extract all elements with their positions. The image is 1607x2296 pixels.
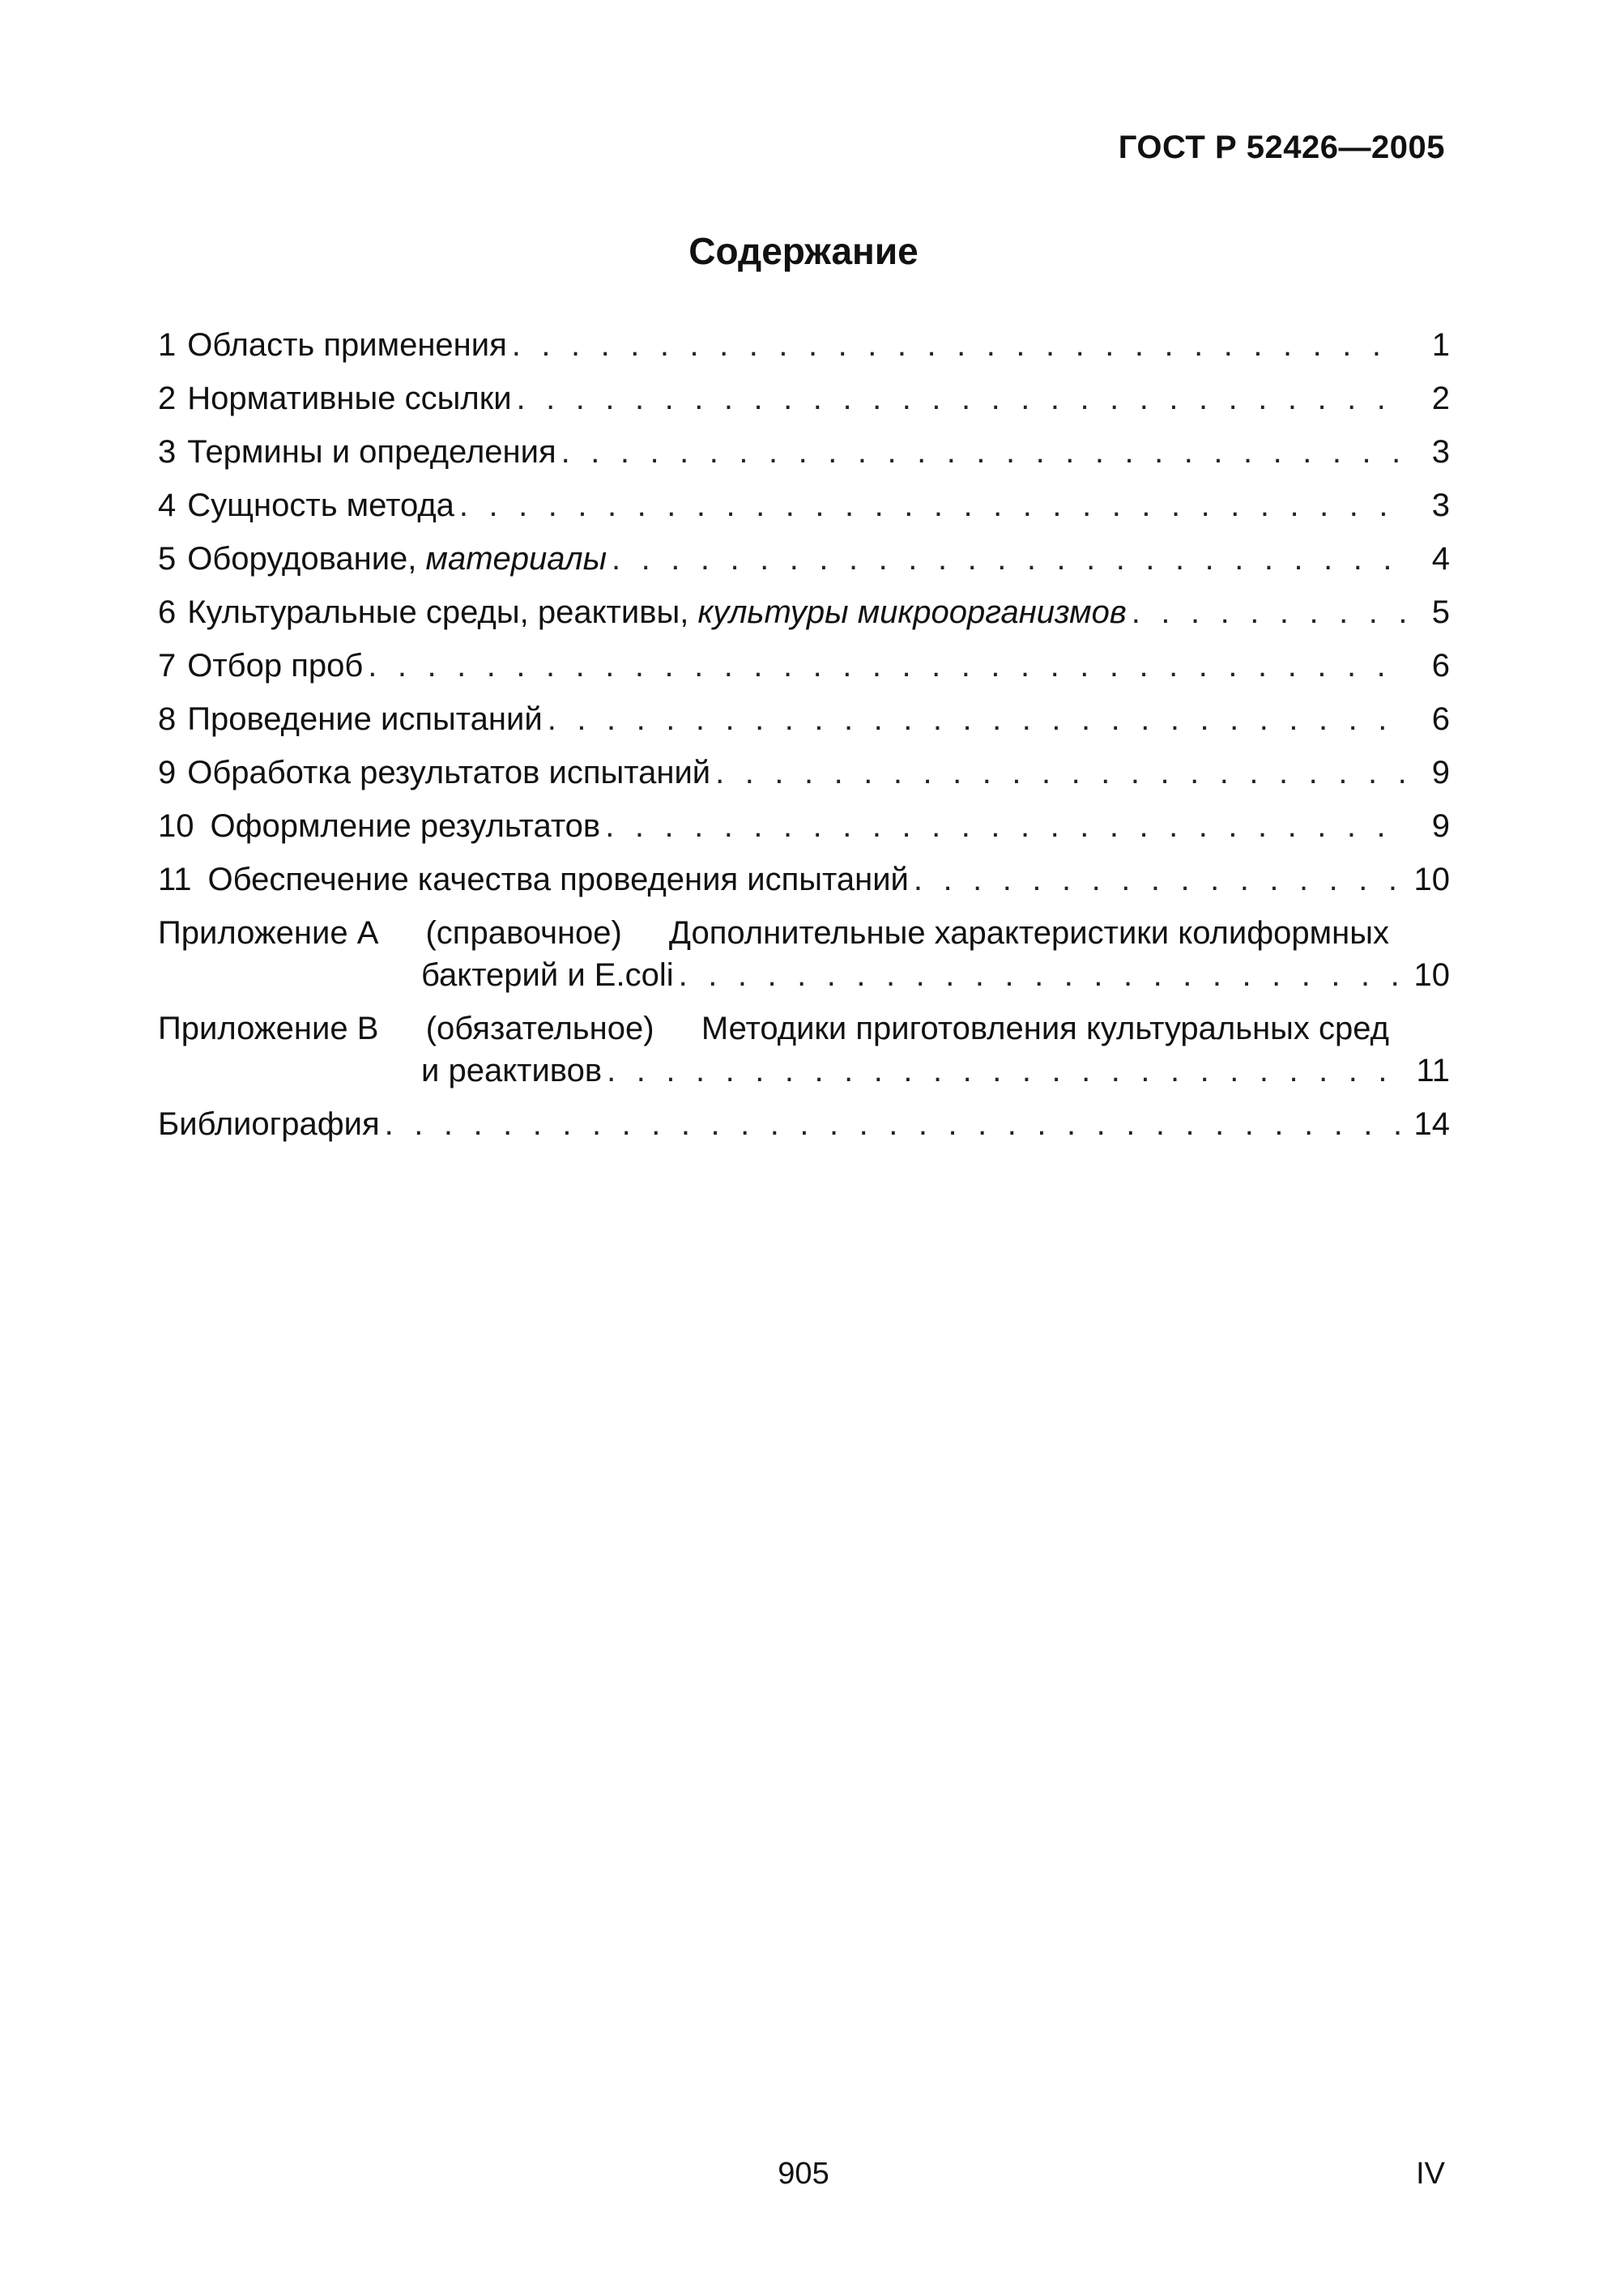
appendix-heading-line [158,912,1389,954]
toc-item-number: 1 [158,327,177,363]
toc-item-9[interactable] [158,752,1450,794]
toc-item-title: Термины и определения [187,434,556,470]
appendix-heading-line [158,1007,1389,1050]
toc-item-11[interactable] [158,858,1450,901]
toc-item-number: 10 [158,808,194,844]
toc-item-title: Область применения [187,327,507,363]
toc-item-page: 3 [1431,488,1450,523]
toc-item-4[interactable] [158,484,1450,526]
toc-leader-dots [914,858,1405,901]
appendix-status: (обязательное) [425,1011,654,1046]
appendix-label: Приложение В [158,1011,379,1046]
toc-item-1[interactable] [158,324,1450,366]
toc-item-title-regular: Культуральные среды, реактивы, [187,594,698,630]
toc-leader-dots [1132,591,1405,633]
toc-item-page: 9 [1431,808,1450,844]
toc-item-page: 3 [1431,434,1450,470]
toc-leader-dots [607,1050,1405,1092]
toc-leader-dots [561,431,1405,473]
toc-leader-dots [368,645,1405,687]
appendix-title-continuation [158,954,1450,996]
toc-item-number: 6 [158,594,177,630]
toc-item-page: 14 [1413,1106,1450,1142]
toc-leader-dots [512,324,1405,366]
appendix-title-continuation [158,1050,1450,1092]
toc-item-8[interactable] [158,698,1450,740]
appendix-title-line2: и реактивов [421,1053,603,1088]
appendix-title-line1: Дополнительные характеристики колиформных [668,915,1389,951]
toc-item-3[interactable] [158,431,1450,473]
toc-item-title: Сущность метода [187,488,454,523]
toc-leader-dots [605,805,1405,847]
toc-item-title-italic: культуры микроорганизмов [697,594,1127,630]
appendix-label: Приложение А [158,915,379,951]
toc-leader-dots [459,484,1405,526]
roman-page-number: IV [1416,2157,1445,2191]
toc-item-page: 10 [1413,957,1450,993]
toc-leader-dots [715,752,1405,794]
toc-item-page: 11 [1416,1053,1450,1088]
toc-item-10[interactable] [158,805,1450,847]
toc-item-title: Нормативные ссылки [187,381,512,416]
toc-item-7[interactable] [158,645,1450,687]
page-title: Содержание [688,230,919,272]
toc-leader-dots [385,1103,1405,1145]
toc-item-bibliography[interactable] [158,1103,1450,1145]
toc-item-page: 6 [1431,648,1450,684]
toc-item-title [187,538,607,580]
toc-leader-dots [679,954,1405,996]
toc-item-page: 6 [1431,701,1450,737]
toc-item-number: 3 [158,434,177,470]
toc-item-page: 10 [1413,862,1450,897]
toc-item-page: 5 [1431,594,1450,630]
toc-item-2[interactable] [158,377,1450,420]
toc-item-5[interactable] [158,538,1450,580]
toc-item-title: Отбор проб [187,648,364,684]
toc-item-page: 1 [1431,327,1450,363]
toc-item-6[interactable] [158,591,1450,633]
toc-appendix-a[interactable] [158,912,1450,996]
toc-item-title: Обработка результатов испытаний [187,755,711,790]
toc-item-page: 2 [1431,381,1450,416]
toc-item-number: 4 [158,488,177,523]
toc-item-title: Оформление результатов [210,808,601,844]
toc-item-title [187,591,1126,633]
toc-item-number: 9 [158,755,177,790]
toc-item-number: 7 [158,648,177,684]
appendix-status: (справочное) [425,915,622,951]
toc-item-title: Обеспечение качества проведения испытаний [207,862,909,897]
appendix-title-line2: бактерий и E.coli [421,957,674,993]
toc-item-title: Проведение испытаний [187,701,543,737]
toc-item-title: Библиография [158,1106,380,1142]
toc-item-page: 9 [1431,755,1450,790]
toc-leader-dots [612,538,1405,580]
toc-leader-dots [548,698,1405,740]
page-number: 905 [778,2157,829,2191]
toc-leader-dots [517,377,1405,420]
appendix-title-line1: Методики приготовления культуральных сред [701,1011,1389,1046]
toc-item-page: 4 [1431,541,1450,577]
toc-appendix-b[interactable] [158,1007,1450,1092]
table-of-contents [158,324,1450,1157]
document-code: ГОСТ Р 52426—2005 [1118,130,1445,165]
toc-item-number: 2 [158,381,177,416]
toc-item-number: 5 [158,541,177,577]
toc-item-title-italic: материалы [425,541,607,577]
toc-item-number: 11 [158,862,192,897]
toc-item-number: 8 [158,701,177,737]
toc-item-title-regular: Оборудование, [187,541,426,577]
